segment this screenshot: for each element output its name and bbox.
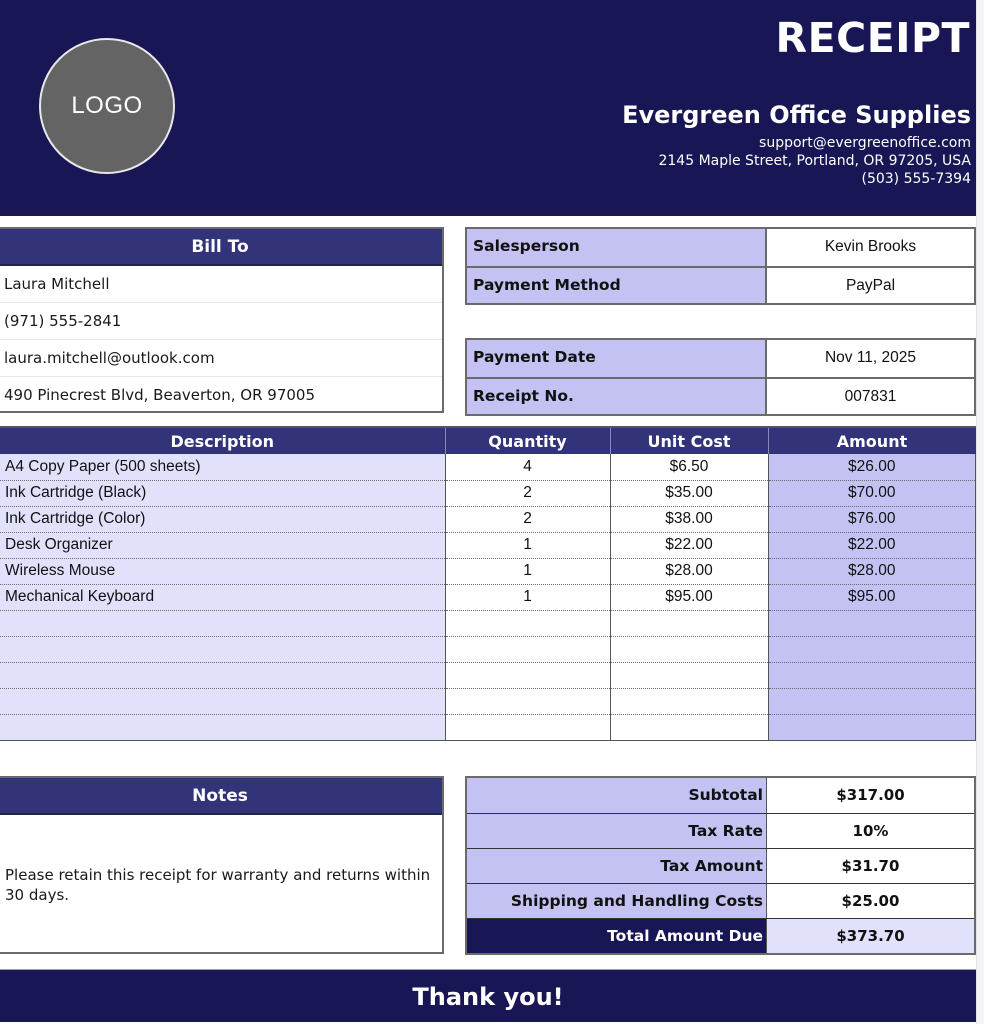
payment-info-table (465, 338, 976, 416)
item-quantity: 1 (445, 584, 610, 610)
tax-rate-value: 10% (852, 822, 889, 840)
customer-phone: (971) 555-2841 (0, 303, 442, 340)
item-quantity: 1 (445, 532, 610, 558)
company-name: Evergreen Office Supplies (622, 101, 971, 129)
bill-to-heading: Bill To (0, 229, 442, 266)
customer-name: Laura Mitchell (0, 266, 442, 303)
item-description (0, 688, 445, 714)
tax-amount-label: Tax Amount (467, 849, 767, 883)
totals-row-shipping (467, 883, 974, 918)
item-unit-cost (610, 610, 768, 636)
empty-line-item-row (0, 636, 976, 662)
item-unit-cost: $95.00 (610, 584, 768, 610)
shipping-value: $25.00 (841, 892, 900, 910)
item-amount: $28.00 (768, 558, 976, 584)
item-unit-cost (610, 636, 768, 662)
payment-method-value: PayPal (845, 277, 896, 294)
item-quantity (445, 662, 610, 688)
notes-heading: Notes (0, 778, 442, 815)
item-description (0, 636, 445, 662)
item-amount (768, 610, 976, 636)
empty-line-item-row (0, 688, 976, 714)
item-description: Ink Cartridge (Black) (0, 480, 445, 506)
total-due-label: Total Amount Due (467, 919, 767, 953)
item-quantity (445, 636, 610, 662)
totals-row-tax-rate (467, 813, 974, 848)
item-description: Desk Organizer (0, 532, 445, 558)
right-gutter (976, 0, 984, 1024)
item-description (0, 714, 445, 740)
item-amount: $26.00 (768, 454, 976, 480)
totals-row-total-due (467, 918, 974, 953)
item-unit-cost: $35.00 (610, 480, 768, 506)
company-logo (39, 38, 175, 174)
line-item-row (0, 584, 976, 610)
item-amount: $95.00 (768, 584, 976, 610)
column-header-quantity: Quantity (445, 427, 610, 454)
logo-placeholder-text: LOGO (71, 92, 143, 119)
receipt-no-value: 007831 (844, 388, 897, 405)
item-quantity: 2 (445, 480, 610, 506)
line-item-row (0, 454, 976, 480)
line-items-table (0, 426, 976, 741)
item-quantity (445, 688, 610, 714)
item-amount (768, 636, 976, 662)
items-header-row (0, 427, 976, 454)
notes-text: Please retain this receipt for warranty and returns within 30 days. (5, 866, 431, 904)
company-email: support@evergreenoffice.com (759, 135, 971, 151)
totals-row-tax-amount (467, 848, 974, 883)
payment-method-label: Payment Method (467, 268, 767, 303)
tax-rate-label: Tax Rate (467, 814, 767, 848)
payment-date-value: Nov 11, 2025 (824, 349, 917, 366)
item-description (0, 662, 445, 688)
company-contact (658, 134, 971, 188)
salesperson-label: Salesperson (467, 229, 767, 266)
empty-line-item-row (0, 714, 976, 740)
line-item-row (0, 506, 976, 532)
item-description: Wireless Mouse (0, 558, 445, 584)
item-description: Ink Cartridge (Color) (0, 506, 445, 532)
line-item-row (0, 532, 976, 558)
item-description: A4 Copy Paper (500 sheets) (0, 454, 445, 480)
customer-email: laura.mitchell@outlook.com (0, 340, 442, 377)
item-amount (768, 714, 976, 740)
subtotal-label: Subtotal (467, 778, 767, 813)
notes-section (0, 776, 444, 954)
company-address: 2145 Maple Street, Portland, OR 97205, USA (658, 153, 971, 169)
item-unit-cost (610, 662, 768, 688)
item-quantity (445, 714, 610, 740)
salesperson-value: Kevin Brooks (824, 238, 917, 255)
item-quantity: 2 (445, 506, 610, 532)
item-amount (768, 662, 976, 688)
info-row-receipt-no (467, 377, 974, 414)
receipt-no-label: Receipt No. (467, 379, 767, 414)
empty-line-item-row (0, 610, 976, 636)
payment-date-label: Payment Date (467, 340, 767, 377)
column-header-amount: Amount (768, 427, 976, 454)
item-unit-cost: $6.50 (610, 454, 768, 480)
line-item-row (0, 480, 976, 506)
info-row-salesperson (467, 229, 974, 266)
item-amount (768, 688, 976, 714)
item-amount: $76.00 (768, 506, 976, 532)
item-unit-cost: $38.00 (610, 506, 768, 532)
item-description: Mechanical Keyboard (0, 584, 445, 610)
item-quantity: 1 (445, 558, 610, 584)
customer-address: 490 Pinecrest Blvd, Beaverton, OR 97005 (4, 386, 315, 404)
sale-info-table (465, 227, 976, 305)
bill-to-section (0, 227, 444, 413)
item-unit-cost (610, 714, 768, 740)
item-amount: $70.00 (768, 480, 976, 506)
document-title: RECEIPT (775, 14, 970, 62)
item-unit-cost: $28.00 (610, 558, 768, 584)
thank-you-footer: Thank you! (0, 969, 976, 1022)
totals-table (465, 776, 976, 955)
item-quantity (445, 610, 610, 636)
line-item-row (0, 558, 976, 584)
item-description (0, 610, 445, 636)
info-row-payment-method (467, 266, 974, 303)
items-body (0, 454, 976, 740)
subtotal-value: $317.00 (836, 786, 905, 804)
item-amount: $22.00 (768, 532, 976, 558)
shipping-label: Shipping and Handling Costs (467, 884, 767, 918)
total-due-value: $373.70 (767, 919, 974, 953)
tax-amount-value: $31.70 (841, 857, 900, 875)
item-unit-cost: $22.00 (610, 532, 768, 558)
company-phone: (503) 555-7394 (861, 171, 971, 187)
totals-row-subtotal (467, 778, 974, 813)
column-header-unit-cost: Unit Cost (610, 427, 768, 454)
info-row-payment-date (467, 340, 974, 377)
item-quantity: 4 (445, 454, 610, 480)
empty-line-item-row (0, 662, 976, 688)
receipt-header (0, 0, 976, 216)
column-header-description: Description (0, 427, 445, 454)
item-unit-cost (610, 688, 768, 714)
